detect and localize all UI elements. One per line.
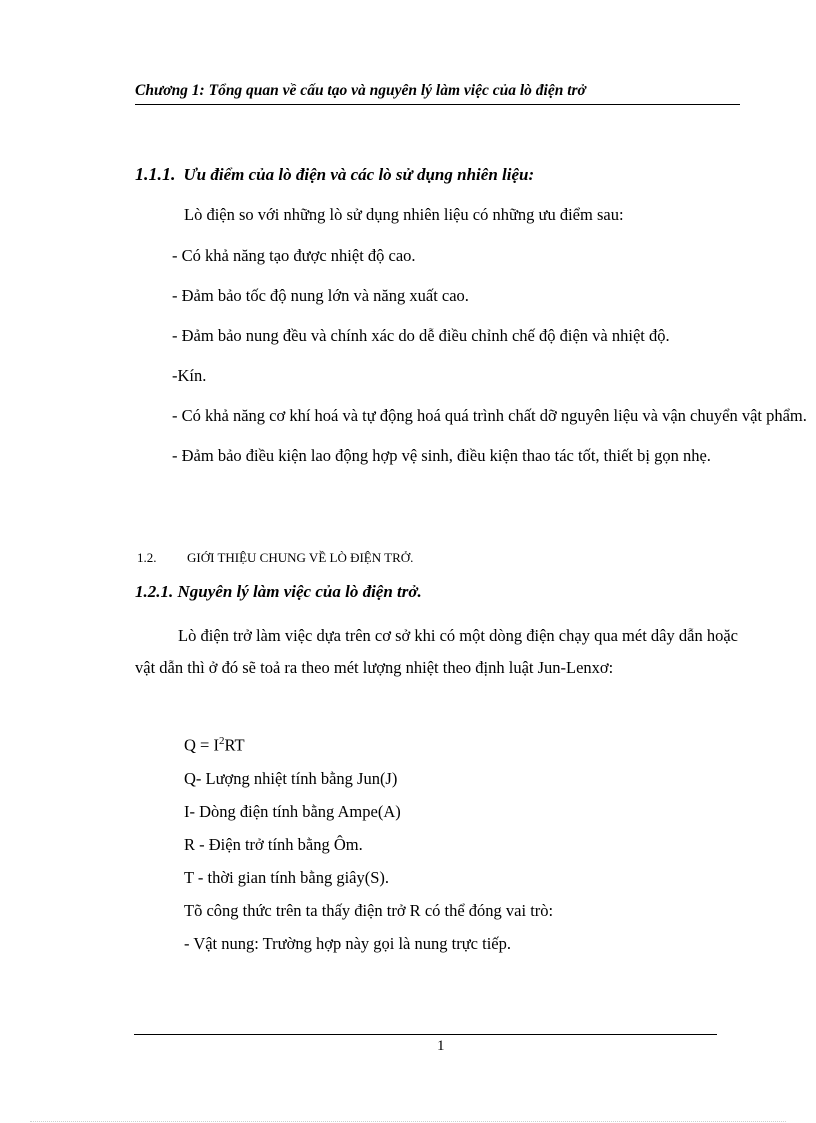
section-intro: Lò điện so với những lò sử dụng nhiên liệu có những ưu điểm sau:: [184, 205, 624, 224]
section-title: GIỚI THIỆU CHUNG VỀ LÒ ĐIỆN TRỞ.: [187, 550, 414, 565]
list-item: - Vật nung: Trường hợp này gọi là nung trực tiếp.: [184, 933, 511, 953]
list-item: R - Điện trở tính bằng Ôm.: [184, 834, 363, 854]
principle-paragraph: Lò điện trở làm việc dựa trên cơ sở khi có một dòng điện chạy qua mét dây dẫn hoặc vật dẫn thì ở đó sẽ toả ra theo mét lượng nhiệt theo định luật Jun-Lenxơ:: [135, 626, 738, 677]
formula-definitions: [184, 725, 553, 960]
list-item: Tõ công thức trên ta thấy điện trở R có thể đóng vai trò:: [184, 900, 554, 920]
list-item: - Đảm bảo tốc độ nung lớn và năng xuất cao.: [172, 286, 469, 305]
section-number: 1.2.: [137, 550, 157, 565]
section-1-2-1-heading: 1.2.1. Nguyên lý làm việc của lò điện trở.: [135, 582, 422, 601]
section-1-2-heading: [137, 550, 414, 566]
list-item: - Đảm bảo điều kiện lao động hợp vệ sinh, điều kiện thao tác tốt, thiết bị gọn nhẹ.: [172, 446, 711, 465]
section-title: Ưu điểm của lò điện và các lò sử dụng nhiên liệu:: [183, 165, 535, 184]
list-item: - Đảm bảo nung đều và chính xác do dễ điều chỉnh chế độ điện và nhiệt độ.: [172, 326, 670, 345]
list-item: I- Dòng điện tính bằng Ampe(A): [184, 801, 401, 821]
advantages-list: [172, 240, 807, 471]
list-item: -Kín.: [172, 366, 207, 385]
section-1-1-1-heading: [135, 164, 534, 185]
list-item: - Có khả năng tạo được nhiệt độ cao.: [172, 246, 416, 265]
header-divider: [135, 104, 740, 105]
footer-divider: [134, 1034, 717, 1035]
joule-formula: $Q = I^2RT$: [184, 735, 245, 755]
list-item: Q- Lượng nhiệt tính bằng Jun(J): [184, 768, 398, 788]
chapter-header: Chương 1: Tổng quan về cấu tạo và nguyên lý làm việc của lò điện trở: [135, 82, 586, 99]
page-bottom-border: [30, 1121, 786, 1122]
list-item: - Có khả năng cơ khí hoá và tự động hoá quá trình chất dỡ nguyên liệu và vận chuyển vật phẩm.: [172, 406, 807, 425]
page-number: 1: [437, 1038, 445, 1054]
list-item: T - thời gian tính bằng giây(S).: [184, 867, 390, 887]
section-number: 1.1.1.: [135, 164, 176, 184]
